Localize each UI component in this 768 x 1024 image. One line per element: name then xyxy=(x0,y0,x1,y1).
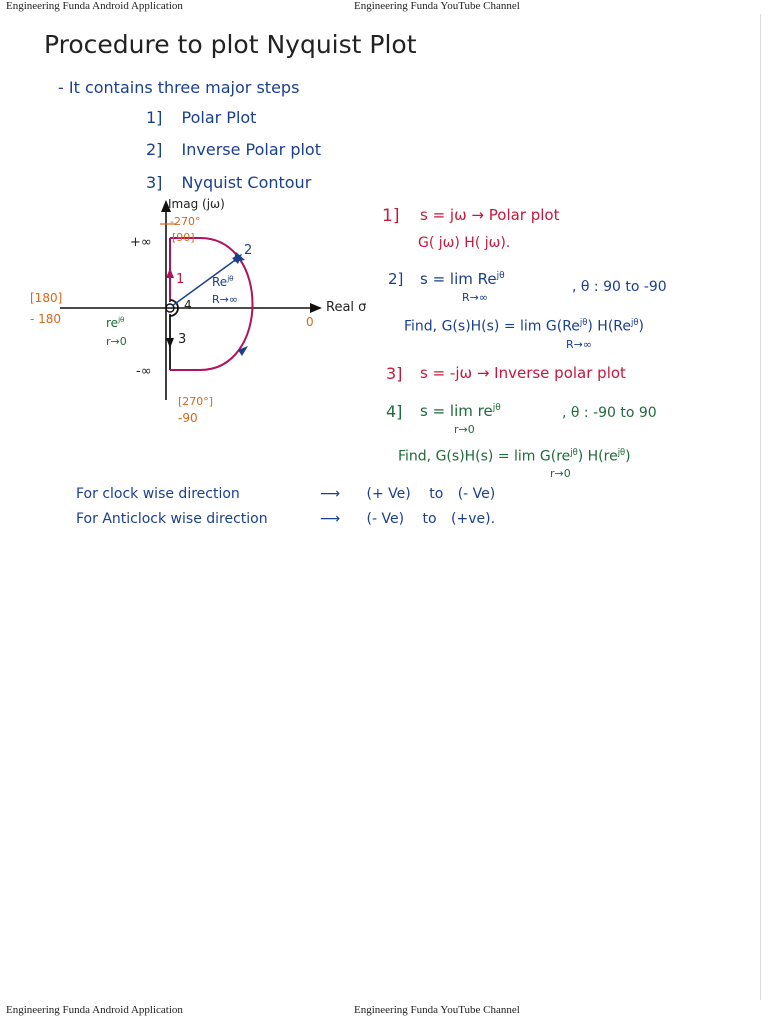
rule-4-exponent: jθ xyxy=(492,403,501,413)
plus-infinity-label: +∞ xyxy=(130,235,152,250)
rule-2-equation xyxy=(420,272,505,287)
small-radius-exponent: jθ xyxy=(118,315,125,324)
step-number: 2] xyxy=(146,140,163,159)
rule-2-find-exponent-a: jθ xyxy=(579,317,588,327)
footer-left-text: Engineering Funda Android Application xyxy=(6,1004,183,1016)
rule-4-equation-text: s = lim re xyxy=(420,402,493,420)
rule-2-equation-text: s = lim Re xyxy=(420,270,497,288)
step-number: 3] xyxy=(146,173,163,192)
small-radius-text: re xyxy=(106,316,119,330)
rule-2-limit: R→∞ xyxy=(462,291,489,304)
left-bracket-label: [180] xyxy=(30,291,63,305)
direction-to-word: to xyxy=(429,486,444,502)
step-text: Inverse Polar plot xyxy=(181,140,321,159)
rule-2-theta-range: , θ : 90 to -90 xyxy=(572,279,667,295)
rule-2-find-exponent-b: jθ xyxy=(631,317,639,327)
bottom-bracket-label: [270°] xyxy=(178,395,214,408)
rule-4-equation xyxy=(420,404,501,419)
step-number: 1] xyxy=(146,108,163,127)
page-title: Procedure to plot Nyquist Plot xyxy=(44,30,417,59)
direction-from: (- Ve) xyxy=(366,511,405,527)
real-axis-label: Real σ xyxy=(326,300,367,315)
header-right-text: Engineering Funda YouTube Channel xyxy=(354,0,520,12)
big-radius-exponent: jθ xyxy=(227,274,234,283)
step-text: Nyquist Contour xyxy=(181,173,312,192)
big-radius-label xyxy=(212,275,234,288)
direction-label: For clock wise direction xyxy=(76,486,240,502)
big-radius-limit: R→∞ xyxy=(212,293,239,306)
intro-text: - It contains three major steps xyxy=(58,78,300,97)
rule-4-find-limit: r→0 xyxy=(550,467,571,480)
rule-4-theta-range: , θ : -90 to 90 xyxy=(562,405,657,421)
rule-1-equation: s = jω → Polar plot xyxy=(420,206,560,224)
rule-4-number: 4] xyxy=(386,402,403,421)
top-bracket-label: [90] xyxy=(172,231,195,244)
rule-4-find-text-b: ) H(re xyxy=(577,448,618,465)
direction-from: (+ Ve) xyxy=(366,486,411,502)
direction-to: (+ve). xyxy=(451,511,496,527)
segment-3-label: 3 xyxy=(178,332,187,347)
top-degree-label: -270° xyxy=(170,215,201,228)
rule-2-find-text: Find, G(s)H(s) = lim G(Re xyxy=(404,318,580,335)
big-radius-text: Re xyxy=(212,275,228,289)
left-degree-label: - 180 xyxy=(30,312,62,326)
step-text: Polar Plot xyxy=(181,108,257,127)
header-left-text: Engineering Funda Android Application xyxy=(6,0,183,12)
real-axis-arrowhead xyxy=(310,303,322,313)
segment-4-label: 4 xyxy=(184,298,192,312)
direction-to-word: to xyxy=(422,511,437,527)
segment-2-label: 2 xyxy=(244,243,253,258)
rule-4-find-text-c: ) xyxy=(625,448,631,465)
rule-2-exponent: jθ xyxy=(496,271,505,281)
rule-2-find-limit: R→∞ xyxy=(566,338,593,351)
segment-1-label: 1 xyxy=(176,272,185,287)
direction-row-clockwise xyxy=(76,487,495,501)
direction-row-anticlockwise xyxy=(76,512,495,526)
rule-4-find xyxy=(398,448,631,464)
bottom-degree-label: -90 xyxy=(178,411,198,425)
rule-3-equation: s = -jω → Inverse polar plot xyxy=(420,364,626,382)
direction-to: (- Ve) xyxy=(457,486,496,502)
rule-2-find-text-b: ) H(Re xyxy=(587,318,631,335)
origin-zero-label: 0 xyxy=(306,315,314,329)
direction-arrow: ⟶ xyxy=(320,511,341,527)
segment-1-arrow xyxy=(166,268,174,278)
rule-4-limit: r→0 xyxy=(454,423,475,436)
rule-3-number: 3] xyxy=(386,364,403,383)
rule-1-number: 1] xyxy=(382,206,400,226)
rule-4-find-exponent-b: jθ xyxy=(617,447,626,457)
imag-axis-label: Imag (jω) xyxy=(168,197,225,211)
direction-label: For Anticlock wise direction xyxy=(76,511,268,527)
segment-3-arrow xyxy=(166,338,174,348)
rule-4-find-text: Find, G(s)H(s) = lim G(re xyxy=(398,448,571,465)
rule-2-find xyxy=(404,318,644,334)
rule-4-find-exponent-a: jθ xyxy=(570,447,578,457)
small-radius-label xyxy=(106,316,124,329)
rule-2-find-text-c: ) xyxy=(638,318,644,335)
direction-arrow: ⟶ xyxy=(320,486,341,502)
footer-right-text: Engineering Funda YouTube Channel xyxy=(354,1004,520,1016)
small-radius-limit: r→0 xyxy=(106,335,127,348)
minus-infinity-label: -∞ xyxy=(136,364,152,379)
rule-1-subtext: G( jω) H( jω). xyxy=(418,235,511,251)
rule-2-number: 2] xyxy=(388,270,404,288)
